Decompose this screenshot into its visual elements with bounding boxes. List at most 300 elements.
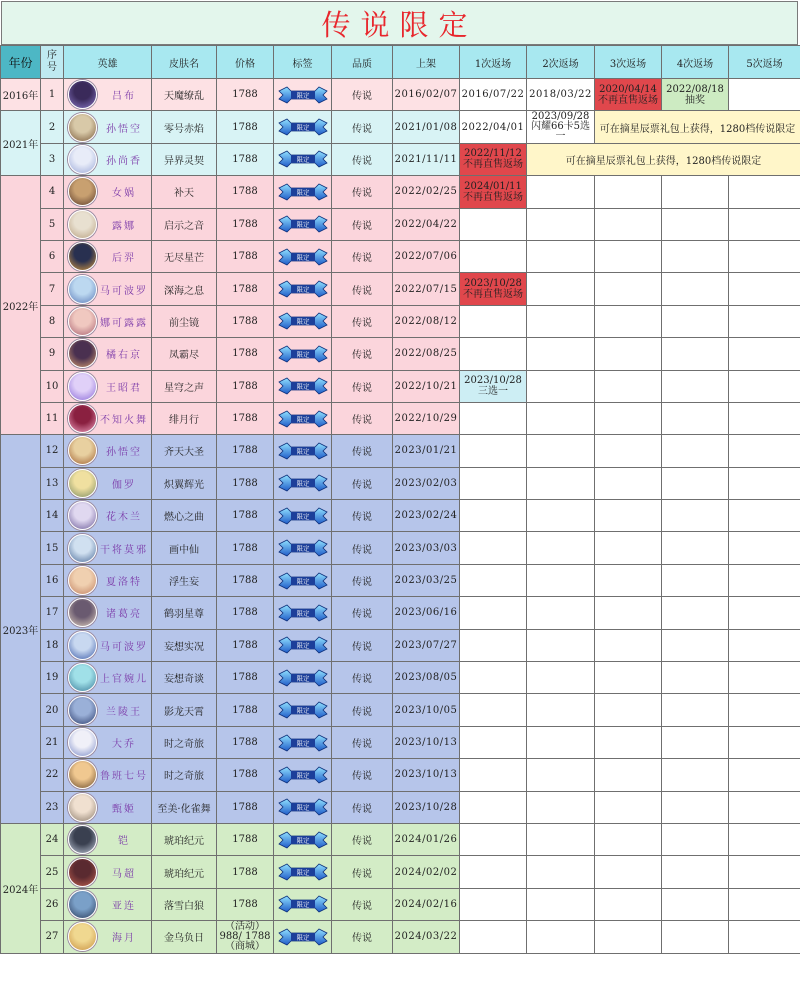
tag-cell xyxy=(274,338,332,370)
tag-cell xyxy=(274,500,332,532)
hero-avatar xyxy=(68,275,97,304)
return-cell xyxy=(595,629,662,661)
return-cell xyxy=(460,143,527,175)
seq-cell: 1 xyxy=(41,79,64,111)
table-row xyxy=(1,629,800,661)
tag-cell xyxy=(274,791,332,823)
return-text: 不再直售返场 xyxy=(463,289,523,301)
column-header: 皮肤名 xyxy=(152,46,217,79)
seq-cell: 25 xyxy=(41,856,64,888)
return-cell xyxy=(595,662,662,694)
column-header: 序 号 xyxy=(41,46,64,79)
table-body xyxy=(1,79,800,954)
column-header: 4次返场 xyxy=(662,46,729,79)
return-cell xyxy=(662,435,729,467)
return-text: 2023/09/28 xyxy=(531,111,590,123)
tag-cell xyxy=(274,79,332,111)
release-date: 2022/07/15 xyxy=(393,273,460,305)
badge-label: 限定 xyxy=(296,739,309,748)
tag-cell xyxy=(274,435,332,467)
column-header: 5次返场 xyxy=(729,46,800,79)
year-cell: 2021年 xyxy=(1,111,41,176)
badge-label: 限定 xyxy=(296,220,309,229)
badge-label: 限定 xyxy=(296,836,309,845)
limited-badge-icon xyxy=(277,376,329,396)
skin-name: 凤霸尽 xyxy=(152,338,217,370)
return-cell xyxy=(527,208,595,240)
return-cell xyxy=(527,338,595,370)
price-cell: 1788 xyxy=(217,597,274,629)
column-header: 年份 xyxy=(1,46,41,79)
return-cell xyxy=(729,888,800,920)
limited-badge-icon xyxy=(277,700,329,720)
skin-name: 至美·化雀舞 xyxy=(152,791,217,823)
release-date: 2023/02/03 xyxy=(393,467,460,499)
release-date: 2024/02/02 xyxy=(393,856,460,888)
badge-label: 限定 xyxy=(296,674,309,683)
return-text: 2023/10/28 xyxy=(464,375,522,387)
return-cell xyxy=(729,564,800,596)
hero-name: 诸葛亮 xyxy=(106,609,142,621)
quality-cell: 传说 xyxy=(332,305,393,337)
seq-cell: 27 xyxy=(41,921,64,953)
hero-cell xyxy=(64,370,152,402)
return-text: 2022/04/01 xyxy=(461,121,525,133)
badge-label: 限定 xyxy=(296,771,309,780)
release-date: 2022/08/25 xyxy=(393,338,460,370)
hero-avatar xyxy=(68,113,97,142)
price-cell: 1788 xyxy=(217,370,274,402)
return-cell xyxy=(662,305,729,337)
skin-name: 鹤羽星尊 xyxy=(152,597,217,629)
hero-avatar xyxy=(68,696,97,725)
tag-cell xyxy=(274,467,332,499)
release-date: 2023/07/27 xyxy=(393,629,460,661)
quality-cell: 传说 xyxy=(332,856,393,888)
return-cell xyxy=(527,435,595,467)
tag-cell xyxy=(274,305,332,337)
price-cell: （活动）988/ 1788（商城） xyxy=(217,921,274,953)
column-header: 2次返场 xyxy=(527,46,595,79)
hero-avatar xyxy=(68,339,97,368)
seq-cell: 17 xyxy=(41,597,64,629)
return-cell xyxy=(662,823,729,855)
column-header: 品质 xyxy=(332,46,393,79)
badge-label: 限定 xyxy=(296,933,309,942)
hero-cell xyxy=(64,143,152,175)
return-cell xyxy=(527,856,595,888)
hero-avatar xyxy=(68,598,97,627)
hero-avatar xyxy=(68,631,97,660)
tag-cell xyxy=(274,176,332,208)
hero-name: 孙悟空 xyxy=(106,123,142,135)
seq-cell: 2 xyxy=(41,111,64,143)
price-cell: 1788 xyxy=(217,111,274,143)
return-cell xyxy=(662,726,729,758)
return-cell xyxy=(595,305,662,337)
hero-avatar xyxy=(68,793,97,822)
return-cell xyxy=(729,176,800,208)
seq-cell: 8 xyxy=(41,305,64,337)
return-cell xyxy=(662,791,729,823)
hero-avatar xyxy=(68,307,97,336)
hero-cell xyxy=(64,500,152,532)
tag-cell xyxy=(274,694,332,726)
table-row xyxy=(1,240,800,272)
limited-badge-icon xyxy=(277,603,329,623)
hero-name: 上官婉儿 xyxy=(100,674,148,686)
column-header: 上架 xyxy=(393,46,460,79)
return-cell xyxy=(729,467,800,499)
limited-badge-icon xyxy=(277,506,329,526)
price-cell: 1788 xyxy=(217,629,274,661)
return-text: 不再直售返场 xyxy=(463,159,523,171)
return-cell xyxy=(729,597,800,629)
badge-label: 限定 xyxy=(296,447,309,456)
return-cell xyxy=(595,370,662,402)
return-cell xyxy=(460,662,527,694)
badge-label: 限定 xyxy=(296,803,309,812)
return-cell xyxy=(595,694,662,726)
hero-avatar xyxy=(68,469,97,498)
quality-cell: 传说 xyxy=(332,402,393,434)
return-cell xyxy=(527,467,595,499)
price-cell: 1788 xyxy=(217,435,274,467)
release-date: 2023/02/24 xyxy=(393,500,460,532)
release-date: 2024/03/22 xyxy=(393,921,460,953)
seq-cell: 12 xyxy=(41,435,64,467)
table-row xyxy=(1,305,800,337)
badge-label: 限定 xyxy=(296,382,309,391)
hero-cell xyxy=(64,726,152,758)
return-cell xyxy=(460,888,527,920)
return-cell xyxy=(460,273,527,305)
price-cell: 1788 xyxy=(217,694,274,726)
seq-cell: 3 xyxy=(41,143,64,175)
return-cell xyxy=(527,564,595,596)
return-cell xyxy=(595,240,662,272)
table-row xyxy=(1,823,800,855)
limited-badge-icon xyxy=(277,247,329,267)
seq-cell: 15 xyxy=(41,532,64,564)
return-cell xyxy=(729,402,800,434)
limited-badge-icon xyxy=(277,214,329,234)
limited-badge-icon xyxy=(277,85,329,105)
return-cell xyxy=(662,273,729,305)
seq-cell: 18 xyxy=(41,629,64,661)
seq-cell: 11 xyxy=(41,402,64,434)
hero-name: 王昭君 xyxy=(106,382,142,394)
return-cell xyxy=(729,694,800,726)
return-cell xyxy=(527,273,595,305)
limited-badge-icon xyxy=(277,311,329,331)
return-cell xyxy=(595,208,662,240)
return-cell xyxy=(460,305,527,337)
return-cell xyxy=(662,79,729,111)
badge-label: 限定 xyxy=(296,609,309,618)
return-cell xyxy=(595,273,662,305)
return-cell xyxy=(460,435,527,467)
return-cell xyxy=(595,823,662,855)
return-cell xyxy=(662,597,729,629)
return-cell xyxy=(527,726,595,758)
badge-label: 限定 xyxy=(296,901,309,910)
release-date: 2021/11/11 xyxy=(393,143,460,175)
badge-label: 限定 xyxy=(296,188,309,197)
header-row xyxy=(1,46,800,79)
hero-name: 女娲 xyxy=(112,188,136,200)
tag-cell xyxy=(274,823,332,855)
return-text: 2016/07/22 xyxy=(461,89,525,101)
table-row xyxy=(1,500,800,532)
return-cell xyxy=(595,338,662,370)
table-row xyxy=(1,856,800,888)
badge-label: 限定 xyxy=(296,512,309,521)
return-cell xyxy=(662,856,729,888)
return-cell xyxy=(460,597,527,629)
badge-label: 限定 xyxy=(296,868,309,877)
return-cell xyxy=(595,856,662,888)
hero-avatar xyxy=(68,436,97,465)
return-cell xyxy=(729,856,800,888)
hero-cell xyxy=(64,338,152,370)
return-cell xyxy=(460,823,527,855)
return-cell xyxy=(729,273,800,305)
release-date: 2023/03/25 xyxy=(393,564,460,596)
hero-avatar xyxy=(68,242,97,271)
column-header: 1次返场 xyxy=(460,46,527,79)
hero-cell xyxy=(64,208,152,240)
price-cell: 1788 xyxy=(217,823,274,855)
limited-badge-icon xyxy=(277,473,329,493)
hero-cell xyxy=(64,467,152,499)
release-date: 2022/04/22 xyxy=(393,208,460,240)
year-cell: 2016年 xyxy=(1,79,41,111)
seq-cell: 9 xyxy=(41,338,64,370)
return-cell xyxy=(527,759,595,791)
limited-badge-icon xyxy=(277,571,329,591)
table-row xyxy=(1,273,800,305)
hero-name: 孙悟空 xyxy=(106,447,142,459)
return-cell xyxy=(527,921,595,953)
return-cell xyxy=(595,888,662,920)
hero-avatar xyxy=(68,922,97,951)
return-cell xyxy=(460,402,527,434)
badge-label: 限定 xyxy=(296,253,309,262)
return-cell xyxy=(460,694,527,726)
seq-cell: 13 xyxy=(41,467,64,499)
limited-badge-icon xyxy=(277,409,329,429)
return-cell xyxy=(729,662,800,694)
quality-cell: 传说 xyxy=(332,435,393,467)
return-cell xyxy=(460,176,527,208)
return-text: 抽奖 xyxy=(685,94,705,106)
return-cell xyxy=(729,759,800,791)
return-cell xyxy=(662,759,729,791)
page-title: 传说限定 xyxy=(1,1,798,45)
limited-badge-icon xyxy=(277,344,329,364)
hero-avatar xyxy=(68,825,97,854)
return-cell xyxy=(662,564,729,596)
return-cell xyxy=(662,532,729,564)
return-cell xyxy=(595,532,662,564)
release-date: 2022/10/21 xyxy=(393,370,460,402)
hero-avatar xyxy=(68,210,97,239)
return-text: 2022/08/18 xyxy=(666,83,724,95)
quality-cell: 传说 xyxy=(332,338,393,370)
tag-cell xyxy=(274,111,332,143)
hero-avatar xyxy=(68,145,97,174)
hero-avatar xyxy=(68,858,97,887)
hero-name: 马超 xyxy=(112,868,136,880)
tag-cell xyxy=(274,856,332,888)
hero-name: 干将莫邪 xyxy=(100,544,148,556)
return-cell xyxy=(460,467,527,499)
hero-name: 橘右京 xyxy=(106,350,142,362)
release-date: 2024/01/26 xyxy=(393,823,460,855)
release-date: 2023/10/05 xyxy=(393,694,460,726)
skin-name: 浮生妄 xyxy=(152,564,217,596)
badge-label: 限定 xyxy=(296,91,309,100)
return-cell xyxy=(595,759,662,791)
table-row xyxy=(1,759,800,791)
hero-avatar xyxy=(68,890,97,919)
tag-cell xyxy=(274,629,332,661)
return-cell xyxy=(527,370,595,402)
return-cell xyxy=(729,435,800,467)
price-cell: 1788 xyxy=(217,143,274,175)
quality-cell: 传说 xyxy=(332,597,393,629)
seq-cell: 6 xyxy=(41,240,64,272)
quality-cell: 传说 xyxy=(332,176,393,208)
price-cell: 1788 xyxy=(217,888,274,920)
skin-name: 无尽星芒 xyxy=(152,240,217,272)
hero-cell xyxy=(64,823,152,855)
release-date: 2024/02/16 xyxy=(393,888,460,920)
return-text: 可在摘星辰票礼包上获得，1280档传说限定 xyxy=(565,155,762,167)
column-header: 价格 xyxy=(217,46,274,79)
return-cell xyxy=(460,759,527,791)
seq-cell: 10 xyxy=(41,370,64,402)
return-cell xyxy=(729,629,800,661)
limited-badge-icon xyxy=(277,441,329,461)
return-cell xyxy=(527,79,595,111)
return-text: 三选一 xyxy=(478,386,508,398)
release-date: 2022/07/06 xyxy=(393,240,460,272)
skin-name: 金乌负日 xyxy=(152,921,217,953)
return-cell xyxy=(527,402,595,434)
hero-avatar xyxy=(68,177,97,206)
badge-label: 限定 xyxy=(296,350,309,359)
skin-name: 妄想实况 xyxy=(152,629,217,661)
return-cell xyxy=(527,532,595,564)
hero-cell xyxy=(64,273,152,305)
skin-name: 天魔缭乱 xyxy=(152,79,217,111)
tag-cell xyxy=(274,921,332,953)
skin-name: 启示之音 xyxy=(152,208,217,240)
quality-cell: 传说 xyxy=(332,759,393,791)
column-header: 标签 xyxy=(274,46,332,79)
return-cell xyxy=(595,402,662,434)
return-cell xyxy=(527,597,595,629)
return-text: 2024/01/11 xyxy=(464,180,522,192)
badge-label: 限定 xyxy=(296,641,309,650)
limited-badge-icon xyxy=(277,182,329,202)
skin-name: 画中仙 xyxy=(152,532,217,564)
return-cell xyxy=(460,856,527,888)
return-text: 2022/11/12 xyxy=(464,148,522,160)
tag-cell xyxy=(274,888,332,920)
quality-cell: 传说 xyxy=(332,921,393,953)
table-row xyxy=(1,597,800,629)
return-cell xyxy=(729,500,800,532)
price-cell: 1788 xyxy=(217,273,274,305)
tag-cell xyxy=(274,208,332,240)
release-date: 2021/01/08 xyxy=(393,111,460,143)
return-cell xyxy=(729,370,800,402)
hero-name: 大乔 xyxy=(112,739,136,750)
limited-badge-icon xyxy=(277,797,329,817)
return-cell xyxy=(527,662,595,694)
skin-name: 异界灵契 xyxy=(152,143,217,175)
skin-name: 前尘镜 xyxy=(152,305,217,337)
hero-avatar xyxy=(68,372,97,401)
tag-cell xyxy=(274,143,332,175)
badge-label: 限定 xyxy=(296,415,309,424)
return-cell xyxy=(527,111,595,143)
table-row xyxy=(1,208,800,240)
limited-badge-icon xyxy=(277,862,329,882)
limited-badge-icon xyxy=(277,668,329,688)
quality-cell: 传说 xyxy=(332,273,393,305)
return-cell xyxy=(662,629,729,661)
hero-name: 娜可露露 xyxy=(100,317,148,329)
hero-name: 海月 xyxy=(112,933,136,945)
hero-name: 马可波罗 xyxy=(100,641,148,653)
badge-label: 限定 xyxy=(296,156,309,165)
release-date: 2022/02/25 xyxy=(393,176,460,208)
badge-label: 限定 xyxy=(296,479,309,488)
hero-cell xyxy=(64,629,152,661)
price-cell: 1788 xyxy=(217,532,274,564)
seq-cell: 14 xyxy=(41,500,64,532)
return-cell xyxy=(662,888,729,920)
table-row xyxy=(1,726,800,758)
seq-cell: 21 xyxy=(41,726,64,758)
hero-cell xyxy=(64,240,152,272)
return-cell xyxy=(527,791,595,823)
return-text: 可在摘星辰票礼包上获得，1280档传说限定 xyxy=(599,123,796,135)
table-row xyxy=(1,111,800,143)
price-cell: 1788 xyxy=(217,467,274,499)
return-cell xyxy=(595,597,662,629)
badge-label: 限定 xyxy=(296,577,309,586)
quality-cell: 传说 xyxy=(332,629,393,661)
price-cell: 1788 xyxy=(217,662,274,694)
return-cell xyxy=(460,208,527,240)
table-row xyxy=(1,662,800,694)
hero-avatar xyxy=(68,534,97,563)
tag-cell xyxy=(274,597,332,629)
skin-name: 时之奇旅 xyxy=(152,726,217,758)
hero-cell xyxy=(64,597,152,629)
quality-cell: 传说 xyxy=(332,791,393,823)
table-row xyxy=(1,467,800,499)
return-cell xyxy=(460,532,527,564)
tag-cell xyxy=(274,759,332,791)
hero-name: 孙尚香 xyxy=(106,155,142,167)
return-cell xyxy=(527,823,595,855)
